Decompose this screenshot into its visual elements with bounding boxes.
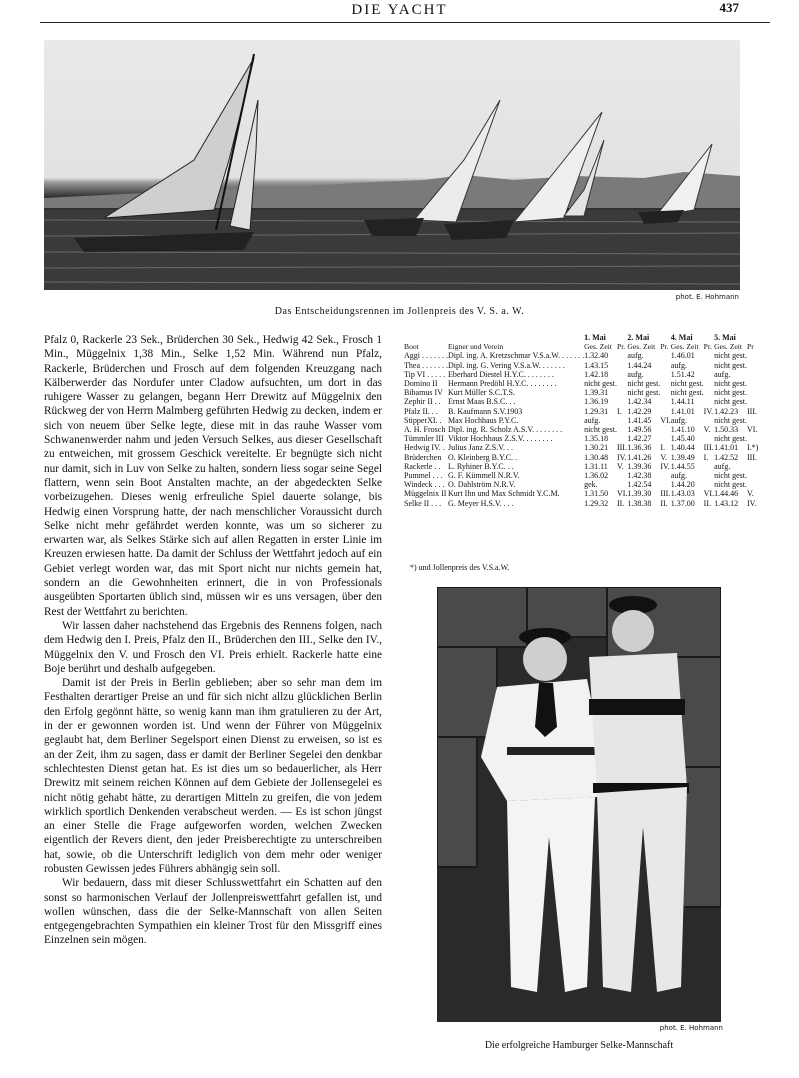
boat-name-cell: StipperXI. .	[404, 415, 442, 425]
prize-cell: IV.	[747, 498, 757, 508]
total-time-cell: 1.42.38	[627, 471, 652, 481]
total-time-cell: 1.41.45	[627, 415, 652, 425]
prize-cell	[617, 480, 627, 489]
photo-credit: phot. E. Hohmann	[659, 1024, 723, 1032]
total-time-cell: 1.51.42	[670, 369, 695, 379]
total-time-cell: 1.41.01	[670, 406, 695, 416]
total-time-cell: aufg.	[714, 461, 731, 471]
prize-cell	[660, 397, 670, 406]
results-table	[404, 333, 759, 508]
article-body	[44, 333, 382, 948]
running-header-title: DIE YACHT	[351, 2, 448, 18]
column-header: Boot	[404, 342, 419, 352]
total-time-cell: 1.36.02	[584, 471, 609, 481]
prize-cell	[747, 379, 758, 388]
prize-cell	[747, 471, 758, 480]
table-row	[404, 351, 758, 360]
prize-cell	[747, 351, 758, 360]
prize-cell	[704, 370, 714, 379]
table-row	[404, 434, 758, 443]
article-paragraph: Pfalz 0, Rackerle 23 Sek., Brüderchen 30 Sek., Hedwig 42 Sek., Frosch 1 Min., Müggelnix 1,38 Min., Selke 1,52 Min. Während nun Pfalz, Rackerle, Brüderchen und Frosch auf dem folgenden Kreuzgang nach Kälberwerder das Nordufer unter Cladow aufsuchten, um dort in das ruhigere Wasser zu gelangen, begann Herr Drewitz auf Müggelnix den Rückweg der von Herrn Malmberg geführten Hedwig zu decken, indem er sich von neuem über Selke legte, diese mit in das rauhe Wasser vom Schwanenwerder nahm und jeden Versuch Selkes, aus dieser Gesellschaft zu entweichen, mit grossem Geschick vereitelte. Er begnügte sich nicht nur damit, sich in Luv von Selke zu halten, sondern liess sogar seine Segel flattern, wenn sein Boot Anstalten machte, an der abgedeckten Selke vorbeizugehen. Dieses wenig erfreuliche Spiel dauerte solange, bis Hedwig einen Vorsprung hatte, der nach menschlicher Voraussicht durch Selke nicht mehr gefährdet werden konnte, was um so sicherer zu erwarten war, als Selkes Stärke sich auf allen Regatten in erster Linie im Kreuzen erwiesen hatte. Da damit der Schluss der Wettfahrt jedoch auf ein Gebiet verlegt worden war, das mit Sport nicht nur nichts gemein hat, sondern an die Gewohnheiten erinnert, die in von Professionals ausgeübten Sportarten üblich sind, müssen wir es uns versagen, über den Rest der Wettfahrt zu berichten.	[44, 334, 382, 618]
owner-club-cell: Julius Janz Z.S.V. . .	[448, 443, 513, 453]
total-time-cell: 1.44.24	[627, 360, 652, 370]
total-time-cell: 1.44.20	[670, 480, 695, 490]
regatta-photo	[44, 40, 740, 290]
prize-cell	[704, 471, 714, 480]
table-row	[404, 361, 758, 370]
total-time-cell: 1.42.23	[714, 406, 739, 416]
total-time-cell: 1.46.01	[670, 351, 695, 361]
total-time-cell: nicht gest.	[714, 351, 747, 361]
prize-cell	[660, 370, 670, 379]
prize-cell	[747, 388, 758, 397]
table-row	[404, 462, 758, 471]
prize-cell	[704, 462, 714, 471]
table-row	[404, 499, 758, 508]
total-time-cell: nicht gest.	[714, 480, 747, 490]
article-paragraph: Wir lassen daher nachstehend das Ergebnis des Rennens folgen, nach dem Hedwig den I. Preis, Pfalz den II., Brüderchen den III., Selke den IV., Müggelnix den V. und Frosch den VI. Preis erhielt. Rackerle hatte eine Boje berührt und deshalb aufgegeben.	[44, 619, 382, 675]
total-time-cell: 1.37.00	[670, 498, 695, 508]
prize-cell: VI.	[660, 415, 671, 425]
boat-name-cell: Bibamus IV	[404, 388, 443, 398]
boat-name-cell: Thea . . . . . . .	[404, 360, 448, 370]
prize-cell	[660, 379, 670, 388]
total-time-cell: nicht gest.	[584, 379, 617, 389]
prize-cell	[617, 361, 627, 370]
total-time-cell: 1.42.34	[627, 397, 652, 407]
table-row	[404, 416, 758, 425]
prize-cell	[747, 397, 758, 406]
total-time-cell: 1.35.18	[584, 434, 609, 444]
table-row	[404, 407, 758, 416]
total-time-cell: nicht gest.	[714, 379, 747, 389]
total-time-cell: 1.44.46	[714, 489, 739, 499]
owner-club-cell: Dipl. ing. A. Kretzschmar V.S.a.W. . . . . . .	[448, 351, 585, 361]
total-time-cell: aufg.	[627, 369, 644, 379]
total-time-cell: aufg.	[670, 360, 687, 370]
day-header: 4. Mai	[670, 333, 693, 342]
total-time-cell: 1.42.54	[627, 480, 652, 490]
prize-cell: II.	[703, 498, 711, 508]
total-time-cell: aufg.	[584, 415, 601, 425]
table-row	[404, 443, 758, 452]
prize-cell: IV.	[660, 461, 670, 471]
boat-name-cell: Zephir II . .	[404, 397, 441, 407]
prize-cell: I.	[703, 452, 709, 462]
table-row	[404, 453, 758, 462]
column-header: Pr	[747, 342, 754, 352]
prize-cell	[747, 462, 758, 471]
table-row	[404, 425, 758, 434]
regatta-photo-illustration	[44, 40, 740, 290]
boat-name-cell: Aggi . . . . . . .	[404, 351, 448, 361]
column-header: Ges. Zeit	[714, 342, 742, 352]
prize-cell: V.	[616, 461, 624, 471]
total-time-cell: aufg.	[714, 369, 731, 379]
owner-club-cell: Ernst Maas B.S.C. . .	[448, 397, 516, 407]
table-row	[404, 370, 758, 379]
prize-cell	[617, 416, 627, 425]
owner-club-cell: Viktor Hochhaus Z.S.V. . . . . . . .	[448, 434, 553, 444]
total-time-cell: nicht gest.	[714, 471, 747, 481]
owner-club-cell: L. Ryhiner B.Y.C. . .	[448, 461, 514, 471]
total-time-cell: 1.39.49	[670, 452, 695, 462]
table-day-header-row	[404, 333, 758, 342]
total-time-cell: 1.45.40	[670, 434, 695, 444]
total-time-cell: 1.43.12	[714, 498, 739, 508]
boat-name-cell: Tip VI . . . . .	[404, 369, 446, 379]
table-row	[404, 388, 758, 397]
prize-cell	[747, 416, 758, 425]
total-time-cell: 1.39.31	[584, 388, 609, 398]
prize-cell	[660, 471, 670, 480]
total-time-cell: 1.38.38	[627, 498, 652, 508]
owner-club-cell: G. Meyer H.S.V. . . .	[448, 498, 514, 508]
total-time-cell: 1.43.03	[670, 489, 695, 499]
prize-cell: IV.	[703, 406, 714, 416]
boat-name-cell: A. H. Frosch	[404, 425, 446, 435]
total-time-cell: 1.44.11	[670, 397, 695, 407]
owner-club-cell: B. Kaufmann S.V.1903	[448, 406, 523, 416]
prize-cell: III.	[616, 443, 627, 453]
owner-club-cell: Kurt Müller S.C.T.S.	[448, 388, 515, 398]
total-time-cell: aufg.	[670, 471, 687, 481]
prize-cell: III.	[660, 489, 671, 499]
column-header: Ges. Zeit	[670, 342, 699, 352]
prize-cell: VI.	[747, 425, 758, 435]
owner-club-cell: O. Kleinberg B.Y.C. .	[448, 452, 518, 462]
total-time-cell: 1.30.48	[584, 452, 609, 462]
boat-name-cell: Windeck . . .	[404, 480, 445, 490]
column-header: Eigner und Verein	[448, 342, 504, 352]
column-header: Ges. Zeit	[627, 342, 656, 352]
total-time-cell: 1.49.56	[627, 425, 652, 435]
prize-cell	[617, 425, 627, 434]
column-header: Ges. Zeit	[584, 342, 612, 352]
prize-cell: I.	[660, 443, 665, 453]
total-time-cell: nicht gest.	[584, 425, 617, 435]
total-time-cell: nicht gest.	[714, 415, 747, 425]
prize-cell: VI.	[616, 489, 628, 499]
prize-cell	[704, 351, 714, 360]
prize-cell	[660, 434, 670, 443]
total-time-cell: 1.32.40	[584, 351, 609, 361]
total-time-cell: 1.42.18	[584, 369, 609, 379]
boat-name-cell: Müggelnix II	[404, 489, 447, 499]
total-time-cell: 1.30.21	[584, 443, 609, 453]
prize-cell	[660, 351, 670, 360]
total-time-cell: nicht gest.	[714, 434, 747, 444]
table-row	[404, 379, 758, 388]
total-time-cell: 1.29.32	[584, 498, 609, 508]
prize-cell: I.	[616, 406, 622, 416]
day-header: 1. Mai	[584, 333, 606, 342]
table-row	[404, 397, 758, 406]
prize-cell: III.	[747, 406, 757, 416]
prize-cell	[617, 379, 627, 388]
photo-credit: phot. E. Hohmann	[675, 293, 739, 301]
prize-cell	[747, 361, 758, 370]
boat-name-cell: Domino II	[404, 379, 438, 389]
prize-cell	[660, 407, 670, 416]
boat-name-cell: Selke II . . .	[404, 498, 442, 508]
total-time-cell: 1.31.50	[584, 489, 609, 499]
total-time-cell: 1.42.52	[714, 452, 739, 462]
owner-club-cell: Hermann Predöhl H.Y.C. . . . . . . .	[448, 379, 557, 389]
header-rule	[40, 22, 770, 23]
prize-cell	[617, 434, 627, 443]
total-time-cell: 1.29.31	[584, 406, 609, 416]
prize-cell: II.	[616, 498, 625, 508]
crew-photo-illustration	[437, 587, 721, 1022]
boat-name-cell: Tümmler III	[404, 434, 444, 444]
prize-cell	[747, 370, 758, 379]
prize-cell	[747, 480, 758, 489]
total-time-cell: 1.31.11	[584, 461, 608, 471]
prize-cell	[660, 425, 670, 434]
prize-cell	[747, 434, 758, 443]
prize-cell	[704, 480, 714, 489]
prize-cell	[617, 471, 627, 480]
crew-photo	[437, 587, 721, 1022]
prize-cell	[704, 379, 714, 388]
table-row	[404, 480, 758, 489]
day-header: 5. Mai	[714, 333, 736, 342]
prize-cell	[617, 351, 627, 360]
boat-name-cell: Pummel . . .	[404, 471, 443, 481]
owner-club-cell: Kurt Ihn und Max Schmidt Y.C.M.	[448, 489, 560, 499]
prize-cell	[704, 434, 714, 443]
total-time-cell: 1.42.27	[627, 434, 652, 444]
day-header: 2. Mai	[627, 333, 650, 342]
table-row	[404, 471, 758, 480]
table-footnote: *) und Jollenpreis des V.S.a.W.	[410, 563, 510, 572]
photo-caption: Das Entscheidungsrennen im Jollenpreis des V. S. a. W.	[274, 306, 525, 317]
prize-cell: V.	[703, 425, 711, 435]
owner-club-cell: O. Dahlström N.R.V.	[448, 480, 516, 490]
table-row	[404, 489, 758, 498]
photo-caption: Die erfolgreiche Hamburger Selke-Mannschaft	[484, 1040, 674, 1051]
prize-cell: I.*)	[747, 443, 759, 453]
prize-cell: III.	[703, 443, 714, 453]
owner-club-cell: Max Hochhaus P.Y.C.	[448, 415, 519, 425]
total-time-cell: aufg.	[627, 351, 644, 361]
total-time-cell: 1.40.44	[670, 443, 695, 453]
total-time-cell: nicht gest.	[670, 379, 704, 389]
total-time-cell: nicht gest.	[714, 388, 747, 398]
prize-cell	[704, 416, 714, 425]
total-time-cell: gek.	[584, 480, 598, 490]
prize-cell: IV.	[616, 452, 627, 462]
total-time-cell: 1.42.29	[627, 406, 652, 416]
boat-name-cell: Brüderchen	[404, 452, 442, 462]
owner-club-cell: Dipl. ing. R. Scholz A.S.V. . . . . . . .	[448, 425, 563, 435]
total-time-cell: 1.39.30	[627, 489, 652, 499]
prize-cell: V.	[747, 489, 754, 499]
prize-cell	[617, 397, 627, 406]
boat-name-cell: Rackerle . .	[404, 461, 441, 471]
total-time-cell: nicht gest.	[714, 397, 747, 407]
total-time-cell: 1.41.01	[714, 443, 739, 453]
article-paragraph: Wir bedauern, dass mit dieser Schlusswettfahrt ein Schatten auf den sonst so harmonischen Verlauf der Jollenpreiswettfahrt gefallen ist, und wollen wünschen, dass die der Selke-Mannschaft von allen Seiten entgegengebrachten Sympathien ein kleiner Trost für den Missgriff eines Einzelnen sein mögen.	[44, 877, 382, 947]
prize-cell	[660, 361, 670, 370]
boat-name-cell: Pfalz II. . .	[404, 406, 438, 416]
prize-cell	[704, 397, 714, 406]
total-time-cell: nicht gest.	[714, 360, 747, 370]
total-time-cell: nicht gest.	[627, 388, 661, 398]
prize-cell: VI.	[703, 489, 715, 499]
total-time-cell: nicht gest.	[670, 388, 704, 398]
prize-cell: V.	[660, 452, 668, 462]
column-header: Pr.	[616, 342, 626, 352]
prize-cell: III.	[747, 452, 757, 462]
column-header: Pr.	[660, 342, 669, 352]
total-time-cell: 1.44.55	[670, 461, 695, 471]
prize-cell	[617, 388, 627, 397]
total-time-cell: 1.43.15	[584, 360, 609, 370]
total-time-cell: 1.36.36	[627, 443, 652, 453]
prize-cell	[660, 388, 670, 397]
page-number: 437	[719, 0, 739, 15]
total-time-cell: 1.41.26	[627, 452, 652, 462]
owner-club-cell: Dipl. ing. G. Vering V.S.a.W. . . . . . .	[448, 360, 565, 370]
prize-cell	[704, 361, 714, 370]
total-time-cell: 1.36.19	[584, 397, 609, 407]
total-time-cell: nicht gest.	[627, 379, 661, 389]
total-time-cell: 1.50.33	[714, 425, 739, 435]
boat-name-cell: Hedwig IV. .	[404, 443, 445, 453]
prize-cell: II.	[660, 498, 668, 508]
prize-cell	[704, 388, 714, 397]
owner-club-cell: Eberhard Diestel H.Y.C. . . . . . . .	[448, 369, 554, 379]
total-time-cell: 1.41.10	[670, 425, 695, 435]
article-paragraph: Damit ist der Preis in Berlin geblieben; aber so sehr man dem im Festhalten derartiger Preise an und für sich nicht allzu glücklichen Berlin den Erfolg gegönnt hätte, so wenig kann man ihm gratulieren zu der Art, in der er gewonnen worden ist. Und wenn der Führer von Müggelnix geglaubt hat, dem Berliner Segelsport einen Dienst zu erweisen, so ist es an der Zeit, ihm zu sagen, dass er damit der Berliner Segelei den denkbar schlechtesten Dienst getan hat. Es ist dies um so bedauerlicher, als Herr Drewitz mit seinem reichen Können auf dem Gebiete der Jollensegelei es nicht nötig gehabt hätte, zu derartigen Mitteln zu greifen, die von jedem wirklich sportlich Denkenden verabscheut werden. — Es ist schon jüngst an einer Stelle die Frage aufgeworfen worden, welchen Zwecken eigentlich der Revers dient, den jeder Preisberechtigte zu unterschreiben hat, sowie, ob die Unterschrift lediglich von dem mehr oder weniger robusten Gewissen jedes Führers abhängig sein soll.	[44, 677, 382, 875]
table-column-header-row	[404, 342, 758, 351]
total-time-cell: aufg.	[670, 415, 687, 425]
prize-cell	[660, 480, 670, 489]
prize-cell	[617, 370, 627, 379]
column-header: Pr.	[703, 342, 712, 352]
total-time-cell: 1.39.36	[627, 461, 652, 471]
owner-club-cell: G. F. Kümmell N.R.V.	[448, 471, 520, 481]
